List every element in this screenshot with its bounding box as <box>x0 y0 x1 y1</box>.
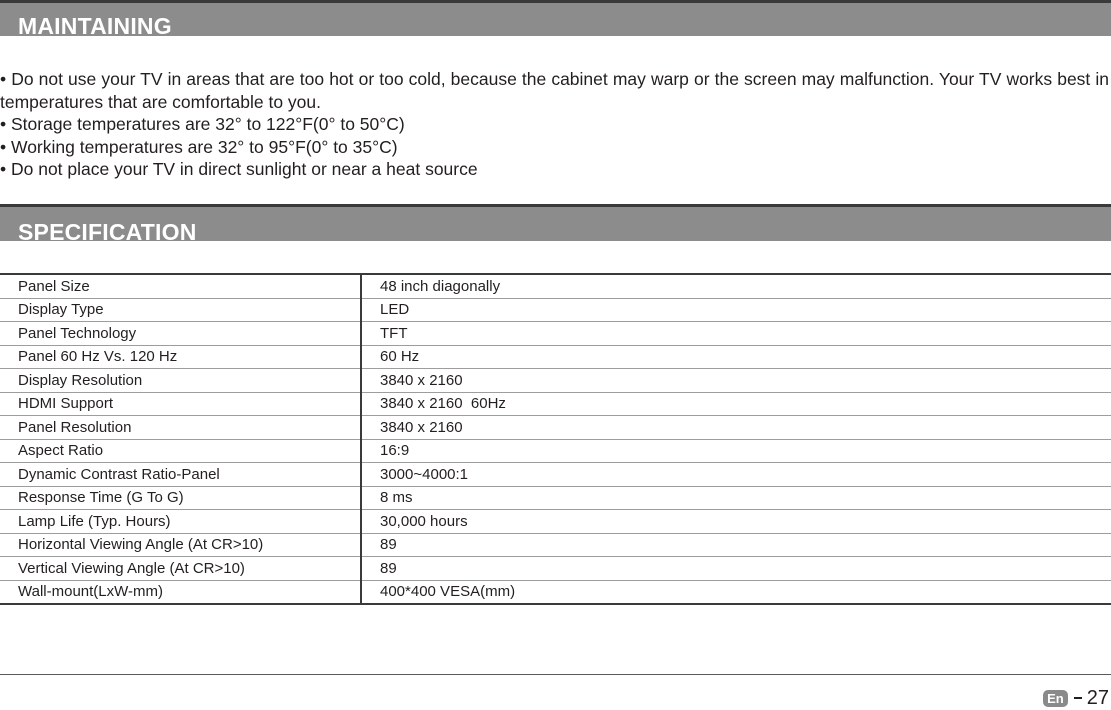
table-row <box>0 345 1111 369</box>
table-row <box>0 510 1111 534</box>
maintaining-text <box>0 68 1109 181</box>
table-row <box>0 369 1111 393</box>
spec-value: TFT <box>361 322 1111 346</box>
maintaining-title: MAINTAINING <box>18 13 172 36</box>
spec-label: Vertical Viewing Angle (At CR>10) <box>0 557 361 581</box>
maintaining-header <box>0 0 1111 36</box>
page-number: 27 <box>1086 687 1109 709</box>
spec-label: Dynamic Contrast Ratio-Panel <box>0 463 361 487</box>
spec-label: HDMI Support <box>0 392 361 416</box>
spec-value: 3840 x 2160 60Hz <box>361 392 1111 416</box>
spec-label: Aspect Ratio <box>0 439 361 463</box>
spec-label: Panel Resolution <box>0 416 361 440</box>
footer-dash <box>1074 697 1082 699</box>
maintaining-line: • Storage temperatures are 32° to 122°F(0° to 50°C) <box>0 114 405 134</box>
spec-value: 89 <box>361 557 1111 581</box>
maintaining-line: • Working temperatures are 32° to 95°F(0° to 35°C) <box>0 136 398 157</box>
language-badge: En <box>1043 690 1068 707</box>
spec-label: Panel 60 Hz Vs. 120 Hz <box>0 345 361 369</box>
spec-value: 48 inch diagonally <box>361 274 1111 298</box>
table-row <box>0 392 1111 416</box>
spec-value: 8 ms <box>361 486 1111 510</box>
spec-label: Response Time (G To G) <box>0 486 361 510</box>
table-row <box>0 580 1111 604</box>
table-row <box>0 557 1111 581</box>
spec-label: Panel Technology <box>0 322 361 346</box>
specification-header <box>0 204 1111 241</box>
spec-label: Lamp Life (Typ. Hours) <box>0 510 361 534</box>
spec-label: Display Resolution <box>0 369 361 393</box>
spec-value: LED <box>361 298 1111 322</box>
spec-label: Display Type <box>0 298 361 322</box>
specification-table <box>0 273 1111 605</box>
table-row <box>0 298 1111 322</box>
table-row <box>0 533 1111 557</box>
spec-value: 89 <box>361 533 1111 557</box>
spec-value: 16:9 <box>361 439 1111 463</box>
specification-title: SPECIFICATION <box>18 219 197 241</box>
page-footer <box>1043 686 1109 710</box>
table-row <box>0 439 1111 463</box>
table-row <box>0 463 1111 487</box>
spec-label: Panel Size <box>0 274 361 298</box>
spec-label: Horizontal Viewing Angle (At CR>10) <box>0 533 361 557</box>
table-row <box>0 486 1111 510</box>
spec-value: 3840 x 2160 <box>361 416 1111 440</box>
spec-value: 3840 x 2160 <box>361 369 1111 393</box>
spec-value: 60 Hz <box>361 345 1111 369</box>
table-row <box>0 416 1111 440</box>
footer-divider <box>0 674 1111 675</box>
table-row <box>0 322 1111 346</box>
spec-value: 400*400 VESA(mm) <box>361 580 1111 604</box>
maintaining-line: • Do not place your TV in direct sunlight or near a heat source <box>0 159 478 179</box>
maintaining-line: • Do not use your TV in areas that are too hot or too cold, because the cabinet may warp or the screen may malfunction. Your TV works best in temperatures that are comfortable to you. <box>0 69 1109 112</box>
spec-value: 30,000 hours <box>361 510 1111 534</box>
spec-label: Wall-mount(LxW-mm) <box>0 580 361 604</box>
table-row <box>0 274 1111 298</box>
spec-value: 3000~4000:1 <box>361 463 1111 487</box>
